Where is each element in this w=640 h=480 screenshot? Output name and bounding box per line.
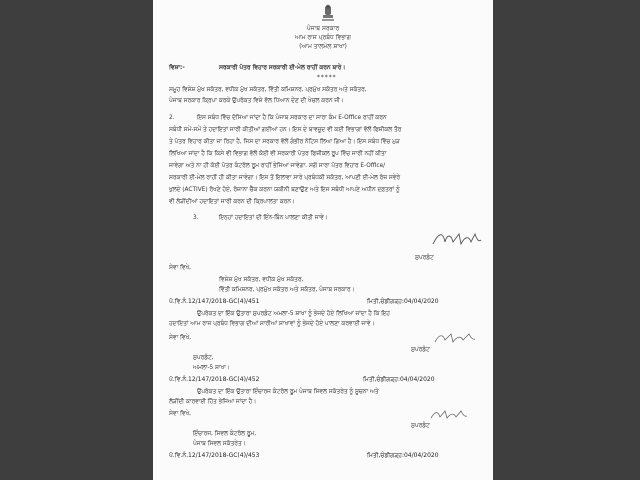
copy-3-recipient-1: ਇੰਚਾਰਜ, ਸਿਵਲ ਕੰਟਰੋਲ ਰੂਮ, bbox=[193, 431, 257, 437]
copy-2-recipient-2: ਅਮਲਾ-5 ਸ਼ਾਖਾ। bbox=[193, 365, 230, 371]
document-page bbox=[153, 0, 493, 480]
separator-stars: ***** bbox=[317, 75, 337, 81]
copy-1-recipient-2: ਵਿੱਤੀ ਕਮਿਸ਼ਨਰ, ਪ੍ਰਮੁੱਖ ਸਕੱਤਰ ਅਤੇ ਸਕੱਤਰ, ਪੰਜਾਬ ਸਰਕਾਰ। bbox=[219, 287, 355, 293]
para-2-line-8: ਵੀ ਲੋੜੀਂਦੀਆਂ ਹਦਾਇਤਾਂ ਜਾਰੀ ਕਰਨ ਦੀ ਕ੍ਰਿਪਾਲਤਾ ਕਰਨ। bbox=[169, 199, 295, 205]
copy-1-date: ਮਿਤੀ,ਚੰਡੀਗੜ੍ਹ:04/04/2020 bbox=[367, 298, 439, 305]
signature-2-label: ਸੁਪਰਡੰਟ bbox=[411, 347, 430, 353]
copy-2-reference: ਪੱ.ਵਿ.ਨੰ.12/147/2018-GC(4)/452 bbox=[169, 376, 260, 383]
copy-1-reference: ਪੱ.ਵਿ.ਨੰ.12/147/2018-GC(4)/451 bbox=[169, 298, 260, 305]
copy-2-body-2: ਲੋੜੀਂਦੀ ਕਾਰਵਾਈ ਹਿੱਤ ਭੇਜਿਆ ਜਾਂਦਾ ਹੈ। bbox=[169, 399, 257, 405]
para-2-line-6: ਸਰਕਾਰੀ ਈ-ਮੇਲ ਰਾਹੀਂ ਹੀ ਕੀਤਾ ਜਾਵੇਗਾ। ਇਸ ਤੋਂ ਇਲਾਵਾ ਸਾਰੇ ਪ੍ਰਬੰਧਕੀ ਸਕੱਤਰ, ਆਪਣੀ ਈ-ਮੇਲ ਰੋਜ਼ ਸਵੇਰੇ bbox=[169, 175, 400, 181]
para-2-line-4: ਲਿਖਿਆ ਜਾਂਦਾ ਹੈ ਕਿ ਕਿਸੇ ਵੀ ਵਿਭਾਗ ਵੱਲੋਂ ਕੋਈ ਵੀ ਸਰਕਾਰੀ ਪੱਤਰ ਫਿਜ਼ੀਕਲ ਰੂਪ ਵਿੱਚ ਜਾਰੀ ਨਹੀਂ ਕੀਤਾ bbox=[169, 151, 387, 157]
header-line-1: ਪੰਜਾਬ ਸਰਕਾਰ bbox=[306, 25, 340, 32]
subject-label: ਵਿਸ਼ਾ:- bbox=[169, 65, 185, 71]
para-2-line-5: ਜਾਵੇਗਾ ਅਤੇ ਨਾ ਹੀ ਕੋਈ ਪੱਤਰ ਕੰਟਰੋਲ ਰੂਮ ਰਾਹੀਂ ਭੇਜਿਆ ਜਾਵੇਗਾ. ਸਗੋਂ ਸਾਰਾ ਪੱਤਰ ਵਿਹਾਰ E-Office/ bbox=[169, 163, 386, 169]
para-2-number: 2. bbox=[169, 115, 175, 121]
subject-text: ਸਰਕਾਰੀ ਪੱਤਰ ਵਿਹਾਰ ਸਰਕਾਰੀ ਈ-ਮੇਲ ਰਾਹੀਂ ਕਰਨ ਬਾਰੇ। bbox=[219, 65, 346, 71]
copy-3-to-label: ਸੇਵਾ ਵਿਖੇ, bbox=[169, 411, 192, 417]
copy-3-recipient-2: ਪੰਜਾਬ ਸਿਵਲ ਸਕੱਤਰੇਤ। bbox=[193, 441, 246, 447]
signature-1-image bbox=[431, 228, 483, 250]
copy-3-reference: ਪੱ.ਵਿ.ਨੰ.12/147/2018-GC(4)/453 bbox=[169, 452, 260, 459]
para-2-line-7: ਖੁਲਦੇ (ACTIVE) ਰੱਖਣੇ ਹੋਏ, ਰੋਜ਼ਾਨਾ ਚੈੱਕ ਕਰਨਾ ਯਕੀਨੀ ਬਣਾਉਣ ਅਤੇ ਇਸ ਸਬੰਧੀ ਆਪਣੇ ਅਧੀਨ ਦਫ਼ਤਰਾਂ ਨੂੰ bbox=[169, 187, 400, 193]
para-2-line-2: ਸਬੰਧੀ ਸਮੇਂ-ਸਮੇਂ ਤੇ ਹਦਾਇਤਾਂ ਜਾਰੀ ਕੀਤੀਆਂ ਗਈਆਂ ਹਨ। ਇਸ ਦੇ ਬਾਵਜੂਦ ਵੀ ਕਈ ਵਿਭਾਗਾਂ ਵੱਲੋਂ ਫਿਜ਼ੀਕਲ ਤੌਰ bbox=[169, 127, 402, 133]
para-2-line-3: ਤੇ ਪੱਤਰ ਵਿਹਾਰ ਕੀਤਾ ਜਾ ਰਿਹਾ ਹੈ, ਜਿਸ ਦਾ ਸਰਕਾਰ ਵੱਲੋਂ ਗੰਭੀਰ ਨੋਟਿਸ ਲਿਆ ਗਿਆ ਹੈ। ਇਸ ਸਬੰਧ ਵਿੱਚ ਮੁੜ bbox=[169, 139, 400, 145]
copy-2-recipient-1: ਸੁਪਰਡੰਟ, bbox=[193, 355, 214, 361]
para-3-number: 3. bbox=[193, 215, 199, 221]
signature-3-label: ਸੁਪਰਡੰਟ bbox=[411, 423, 430, 429]
copy-2-body-1: ਉਪਰੋਕਤ ਦਾ ਇੱਕ ਉਤਾਰਾ ਇੰਚਾਰਜ ਕੰਟਰੋਲ ਰੂਮ ਪੰਜਾਬ ਸਿਵਲ ਸਕੱਤਰੇਤ ਨੂੰ ਸੂਚਨਾ ਅਤੇ bbox=[197, 389, 379, 395]
intro-line-2: ਪੰਜਾਬ ਸਰਕਾਰ ਕ੍ਰਿਪਾ ਕਰਕੇ ਉਪਰੋਕਤ ਵਿਸ਼ੇ ਵੱਲ ਧਿਆਨ ਦੇਣ ਦੀ ਖੇਚਲ ਕਰਨ ਜੀ। bbox=[169, 98, 344, 104]
signature-1-label: ਸੁਪਰਡੰਟ bbox=[415, 255, 434, 261]
para-2-line-1: ਇਸ ਸਬੰਧ ਵਿੱਚ ਦੱਸਿਆ ਜਾਂਦਾ ਹੈ ਕਿ ਪੰਜਾਬ ਸਰਕਾਰ ਦਾ ਸਾਰਾ ਕੰਮ E-Office ਰਾਹੀਂ ਕਰਨ bbox=[197, 115, 387, 121]
signature-2-image bbox=[433, 330, 477, 346]
header-line-3: (ਆਮ ਤਾਲਮੇਲ ਸ਼ਾਖਾ) bbox=[299, 43, 347, 50]
intro-line-1: ਸਮੂਹ ਵਿਸ਼ੇਸ਼ ਮੁੱਖ ਸਕੱਤਰ, ਵਧੀਕ ਮੁੱਖ ਸਕੱਤਰ, ਵਿੱਤੀ ਕਮਿਸ਼ਨਰ, ਪ੍ਰਮੁੱਖ ਸਕੱਤਰ ਅਤੇ ਸਕੱਤਰ, bbox=[169, 87, 367, 93]
copy-1-body-1: ਉਪਰੋਕਤ ਦਾ ਇੱਕ ਉਤਾਰਾ ਸੁਪਰਡੰਟ ਅਮਲਾ-5 ਸ਼ਾਖਾ ਨੂੰ ਭੇਜਦੇ ਹੋਏ ਲਿਖਿਆ ਜਾਂਦਾ ਹੈ ਕਿ ਇਹ bbox=[197, 311, 390, 317]
copy-1-recipient-1: ਵਿਸ਼ੇਸ਼ ਮੁੱਖ ਸਕੱਤਰ, ਵਧੀਕ ਮੁੱਖ ਸਕੱਤਰ, bbox=[219, 277, 304, 283]
copy-2-date: ਮਿਤੀ,ਚੰਡੀਗੜ੍ਹ:04/04/2020 bbox=[363, 376, 435, 383]
copy-1-body-2: ਹਦਾਇਤਾਂ ਆਮ ਰਾਜ ਪ੍ਰਬੰਧ ਵਿਭਾਗ ਦੀਆਂ ਸਾਰੀਆਂ ਸ਼ਾਖਾਵਾਂ ਨੂੰ ਭੇਜਦੇ ਹੋਏ ਪਾਲਣਾ ਕਰਵਾਈ ਜਾਵੇ। bbox=[169, 321, 375, 327]
state-emblem-icon bbox=[320, 4, 336, 24]
copy-1-to-label: ਸੇਵਾ ਵਿਖੇ, bbox=[169, 265, 192, 271]
para-3-text: ਇਨ੍ਹਾਂ ਹਦਾਇਤਾਂ ਦੀ ਇੰਨ-ਬਿੰਨ ਪਾਲਣਾ ਕੀਤੀ ਜਾਵੇ। bbox=[219, 215, 328, 221]
signature-3-image bbox=[429, 408, 469, 422]
header-line-2: ਆਮ ਰਾਜ ਪ੍ਰਬੰਧ ਵਿਭਾਗ bbox=[295, 34, 351, 41]
copy-3-date: ਮਿਤੀ,ਚੰਡੀਗੜ੍ਹ:04/04/2020 bbox=[367, 452, 439, 459]
copy-2-to-label: ਸੇਵਾ ਵਿਖੇ, bbox=[169, 335, 192, 341]
